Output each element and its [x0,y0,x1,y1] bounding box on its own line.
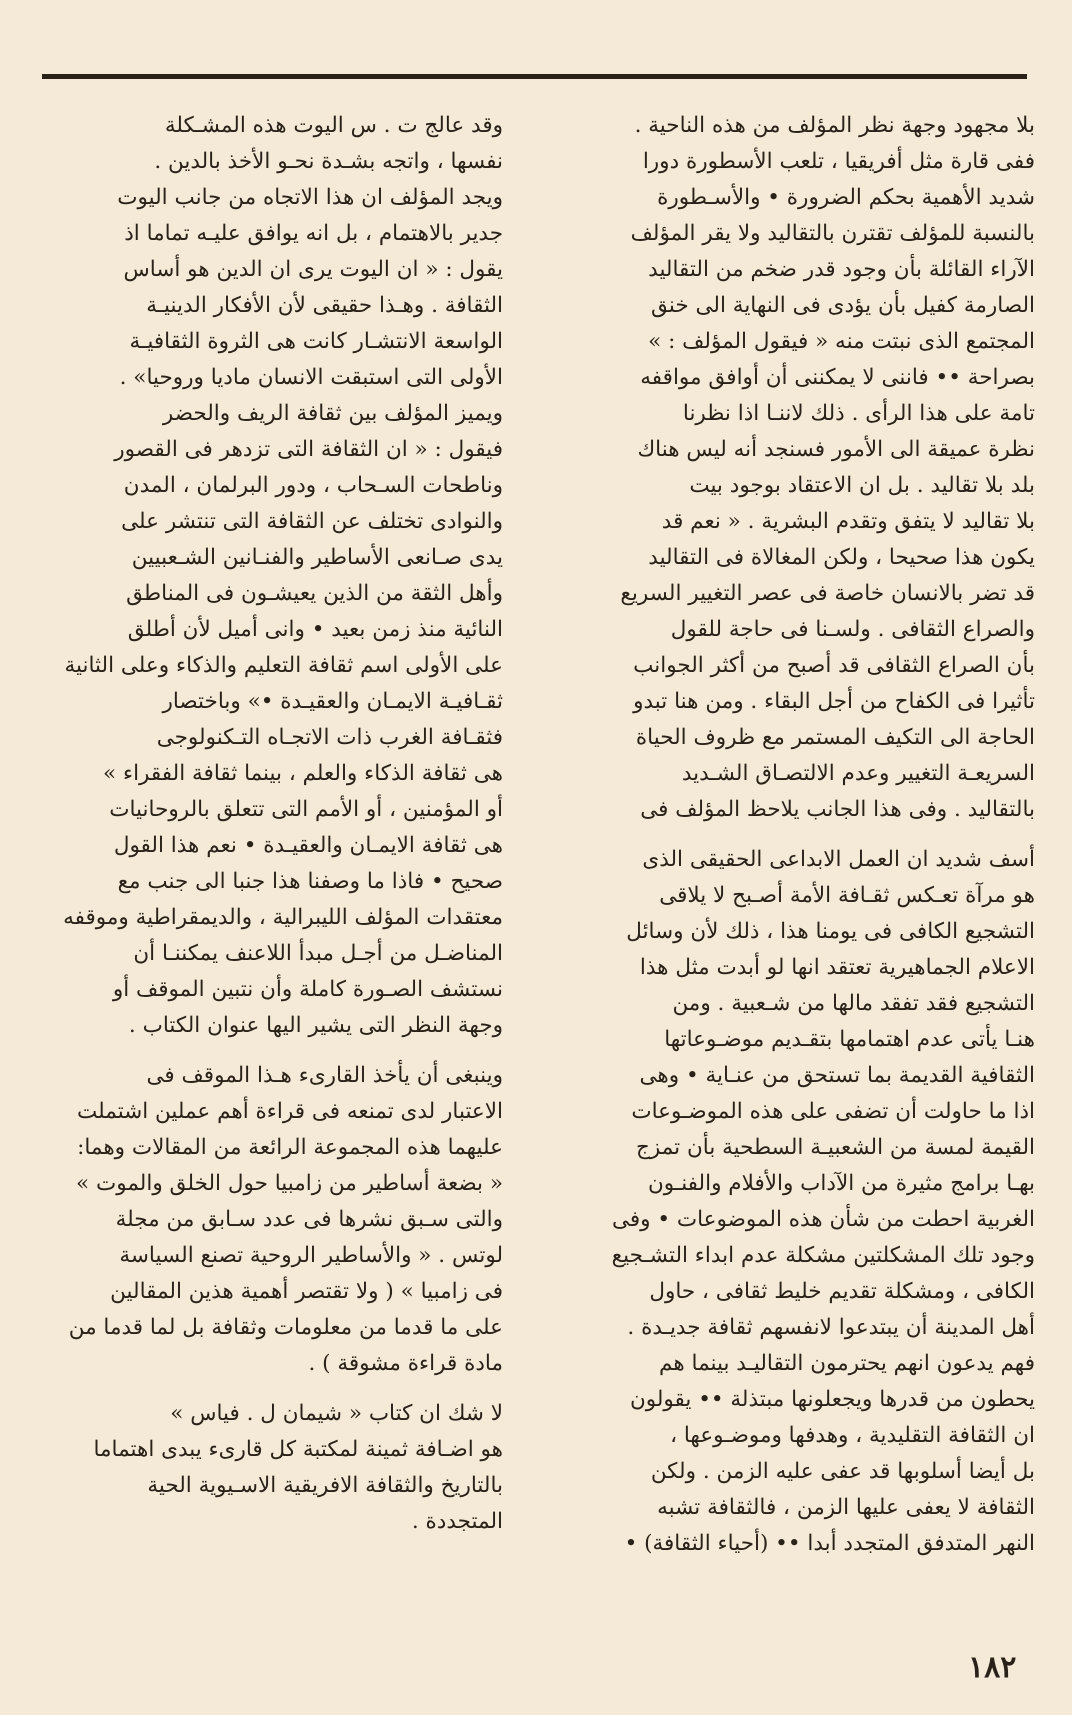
left-paragraph-1: وقد عالج ت . س اليوت هذه المشـكلة نفسها ، واتجه بشـدة نحـو الأخذ بالدين . ويجد المؤلف ان هذا الاتجاه من جانب اليوت جدير بالاهتمام ، بل انه يوافق عليـه تماما اذ يقول : « ان اليوت يرى ان الدين هو أساس الثقافة . وهـذا حقيقى لأن الأفكار الدينيـة الواسعة الانتشـار كانت هى الثروة الثقافيـة الأولى التى استبقت الانسان ماديا وروحيا» . [117,113,503,390]
right-column [580,108,1035,1562]
left-column [48,108,503,1540]
left-paragraph-2: ويميز المؤلف بين ثقافة الريف والحضر فيقول : « ان الثقافة التى تزدهر فى القصور وناطحات السـحاب ، ودور البرلمان ، المدن والنوادى تختلف عن الثقافة التى تنتشر على يدى صـانعى الأساطير والفنـانين الشـعبيين وأهل الثقة من الذين يعيشـون فى المناطق النائية منذ زمن بعيد • وانى أميل لأن أطلق على الأولى اسم ثقافة التعليم والذكاء وعلى الثانية ثقـافيـة الايمـان والعقيـدة •» وباختصار فثقـافة الغرب ذات الاتجـاه التـكنولوجى هى ثقافة الذكاء والعلم ، بينما ثقافة الفقراء » أو المؤمنين ، أو الأمم التى تتعلق بالروحانيات هى ثقافة الايمـان والعقيـدة • نعم هذا القول صحيح • فاذا ما وصفنا هذا جنبا الى جنب مع معتقدات المؤلف الليبرالية ، والديمقراطية وموقفه المناضـل من أجـل مبدأ اللاعنف يمكننـا أن نستشف الصـورة كاملة وأن نتبين الموقف أو وجهة النظر التى يشير اليها عنوان الكتاب . [63,401,503,1038]
left-paragraph-4: لا شك ان كتاب « شيمان ل . فياس » هو اضـافة ثمينة لمكتبة كل قارىء يبدى اهتماما بالتاريخ والثقافة الافريقية الاسـيوية الحية المتجددة . [93,1401,503,1534]
right-paragraph-1: بلا مجهود وجهة نظر المؤلف من هذه الناحية . ففى قارة مثل أفريقيا ، تلعب الأسطورة دورا شديد الأهمية بحكم الضرورة • والأسـطورة بالنسبة للمؤلف تقترن بالتقاليد ولا يقر المؤلف الآراء القائلة بأن وجود قدر ضخم من التقاليد الصارمة كفيل بأن يؤدى فى النهاية الى خنق المجتمع الذى نبتت منه « فيقول المؤلف : » بصراحة •• فاننى لا يمكننى أن أوافق مواقفه تامة على هذا الرأى . ذلك لاننـا اذا نظرنا نظرة عميقة الى الأمور فسنجد أنه ليس هناك بلد بلا تقاليد . بل ان الاعتقاد بوجود بيت بلا تقاليد لا يتفق وتقدم البشرية . « نعم قد يكون هذا صحيحا ، ولكن المغالاة فى التقاليد قد تضر بالانسان خاصة فى عصر التغيير السريع والصراع الثقافى . ولسـنا فى حاجة للقول بأن الصراع الثقافى قد أصبح من أكثر الجوانب تأثيرا فى الكفاح من أجل البقاء . ومن هنا تبدو الحاجة الى التكيف المستمر مع ظروف الحياة السريعـة التغيير وعدم الالتصـاق الشـديد بالتقاليد . وفى هذا الجانب يلاحظ المؤلف فى [620,113,1035,822]
page-number: ١٨٢ [968,1650,1017,1685]
right-paragraph-2: أسف شديد ان العمل الابداعى الحقيقى الذى هو مرآة تعـكس ثقـافة الأمة أصـبح لا يلاقى التشجيع الكافى فى يومنا هذا ، ذلك لأن وسائل الاعلام الجماهيرية تعتقد انها لو أبدت مثل هذا التشجيع فقد تفقد مالها من شـعبية . ومن هنـا يأتى عدم اهتمامها بتقـديم موضـوعاتها الثقافية القديمة بما تستحق من عنـاية • وهى اذا ما حاولت أن تضفى على هذه الموضـوعات القيمة لمسة من الشعبيـة السطحية بأن تمزج بهـا برامج مثيرة من الآداب والأفلام والفنـون الغربية احطت من شأن هذه الموضوعات • وفى وجود تلك المشكلتين مشكلة عدم ابداء التشـجيع الكافى ، ومشكلة تقديم خليط ثقافى ، حاول أهل المدينة أن يبتدعوا لانفسهم ثقافة جديـدة . فهم يدعون انهم يحترمون التقاليـد بينما هم يحطون من قدرها ويجعلونها مبتذلة •• يقولون ان الثقافة التقليدية ، وهدفها وموضـوعها ، بل أيضا أسلوبها قد عفى عليه الزمن . ولكن الثقافة لا يعفى عليها الزمن ، فالثقافة تشبه النهر المتدفق المتجدد أبدا •• (أحياء الثقافة) • [611,847,1035,1556]
left-paragraph-3: وينبغى أن يأخذ القارىء هـذا الموقف فى الاعتبار لدى تمنعه فى قراءة أهم عملين اشتملت عليهما هذه المجموعة الرائعة من المقالات وهما: « بضعة أساطير من زامبيا حول الخلق والموت » والتى سـبق نشرها فى عدد سـابق من مجلة لوتس . « والأساطير الروحية تصنع السياسة فى زامبيا » ( ولا تقتصر أهمية هذين المقالين على ما قدما من معلومات وثقافة بل لما قدما من مادة قراءة مشوقة ) . [68,1063,503,1376]
header-rule [42,74,1027,79]
